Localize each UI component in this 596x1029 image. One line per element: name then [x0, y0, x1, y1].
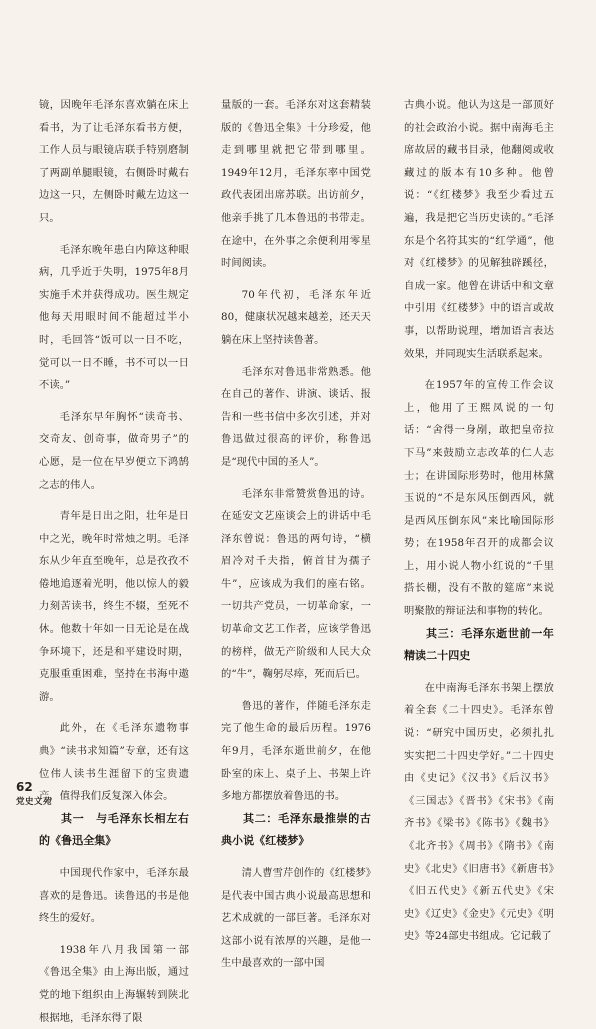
paragraph: 在1957年的宣传工作会议上，他用了王熙凤说的一句话：“舍得一身剐，敢把皇帝拉下马”来鼓励立志改革的仁人志士；在讲国际形势时，他用林黛玉说的“不是东风压倒西风，就是西风压倒东风”来比喻国际形势；在1958年召开的成都会议上，用小说人物小红说的“千里搭长棚，没有不散的筵席”来说明聚散的辩证法和事物的转化。	[404, 379, 554, 618]
paragraph: 鲁迅的著作，伴随毛泽东走完了他生命的最后历程。1976年9月，毛泽东逝世前夕，在他卧室的床上、桌子上、书架上许多地方都摆放着鲁迅的书。	[221, 699, 371, 803]
paragraph: 70年代初，毛泽东年近80，健康状况越来越差，还天天躺在床上坚持读鲁著。	[221, 288, 371, 346]
paragraph: 镜，因晚年毛泽东喜欢躺在床上看书，为了让毛泽东看书方便，工作人员与眼镜店联手特别磨制了两副单腿眼镜，右侧卧时戴右边这一只，左侧卧时戴左边这一只。	[39, 99, 189, 224]
paragraph: 毛泽东早年胸怀“读奇书、交奇友、创奇事，做奇男子”的心愿，是一位在早岁便立下鸿鹄之志的伟人。	[39, 410, 189, 491]
paragraph: 毛泽东非常赞赏鲁迅的诗。在延安文艺座谈会上的讲话中毛泽东曾说：鲁迅的两句诗，“横眉冷对千夫指，俯首甘为孺子牛”，应该成为我们的座右铭。一切共产党员，一切革命家，一切革命文艺工作者，应该学鲁迅的榜样，做无产阶级和人民大众的“牛”，鞠躬尽瘁，死而后已。	[221, 487, 371, 681]
section-heading-2: 其二：毛泽东最推崇的古典小说《红楼梦》	[221, 811, 371, 848]
column-right	[404, 94, 554, 948]
paragraph: 中国现代作家中，毛泽东最喜欢的是鲁迅。读鲁迅的书是他终生的爱好。	[39, 867, 189, 925]
paragraph: 古典小说。他认为这是一部顶好的社会政治小说。据中南海毛主席故居的藏书目录，他翻阅或收藏过的版本有10多种。他曾说：“《红楼梦》我至少看过五遍，我是把它当历史读的。”毛泽东是个名符其实的“红学通”，他对《红楼梦》的见解独辟蹊径，自成一家。他曾在讲话中和文章中引用《红楼梦》中的语言或故事，以帮助说理，增加语言表达效果，并同现实生活联系起来。	[404, 99, 554, 360]
section-heading-1: 其一 与毛泽东长相左右的《鲁迅全集》	[39, 811, 189, 848]
paragraph: 此外，在《毛泽东遗物事典》“读书求知篇”专章，还有这位伟人读书生涯留下的宝贵遗产，值得我们反复深入体会。	[39, 722, 189, 803]
paragraph: 在中南海毛泽东书架上摆放着全套《二十四史》。毛泽东曾说：“研究中国历史，必须扎扎实实把二十四史学好。”二十四史由《史记》《汉书》《后汉书》《三国志》《晋书》《宋书》《南齐书》《梁书》《陈书》《魏书》《北齐书》《周书》《隋书》《南史》《北史》《旧唐书》《新唐书》《旧五代史》《新五代史》《宋史》《辽史》《金史》《元史》《明史》等24部史书组成。它记载了	[404, 681, 554, 943]
column-left	[39, 94, 189, 1029]
paragraph: 1938年八月我国第一部《鲁迅全集》由上海出版，通过党的地下组织由上海辗转到陕北根据地，毛泽东得了限	[39, 943, 189, 1024]
column-middle	[221, 94, 371, 975]
section-heading-3: 其三：毛泽东逝世前一年精读二十四史	[404, 626, 554, 663]
page-number: 62	[16, 780, 33, 794]
paragraph: 青年是日出之阳，壮年是日中之光，晚年时常烛之明。毛泽东从少年直至晚年，总是孜孜不倦地追逐着光明，他以惊人的毅力刻苦读书，终生不辍，至死不休。他数十年如一日无论是在战争环境下，还是和平建设时期，克服重重困难，坚持在书海中遨游。	[39, 510, 189, 703]
magazine-name: 党史文苑	[16, 797, 53, 807]
paragraph: 量版的一套。毛泽东对这套精装版的《鲁迅全集》十分珍爱，他走到哪里就把它带到哪里。1949年12月，毛泽东率中国党政代表团出席苏联。出访前夕，他亲手挑了几本鲁迅的书带走。在途中，在外事之余便利用零星时间阅读。	[221, 99, 371, 270]
paragraph: 毛泽东晚年患白内障这种眼病，几乎近于失明，1975年8月实施手术并获得成功。医生规定他每天用眼时间不能超过半小时，毛回答“饭可以一日不吃，觉可以一日不睡，书不可以一日不读。”	[39, 243, 189, 392]
paragraph: 毛泽东对鲁迅非常熟悉。他在自己的著作、讲演、谈话、报告和一些书信中多次引述，并对鲁迅做过很高的评价，称鲁迅是“现代中国的圣人”。	[221, 365, 371, 468]
paragraph: 清人曹雪芹创作的《红楼梦》是代表中国古典小说最高思想和艺术成就的一部巨著。毛泽东对这部小说有浓厚的兴趣，是他一生中最喜欢的一部中国	[221, 867, 371, 970]
